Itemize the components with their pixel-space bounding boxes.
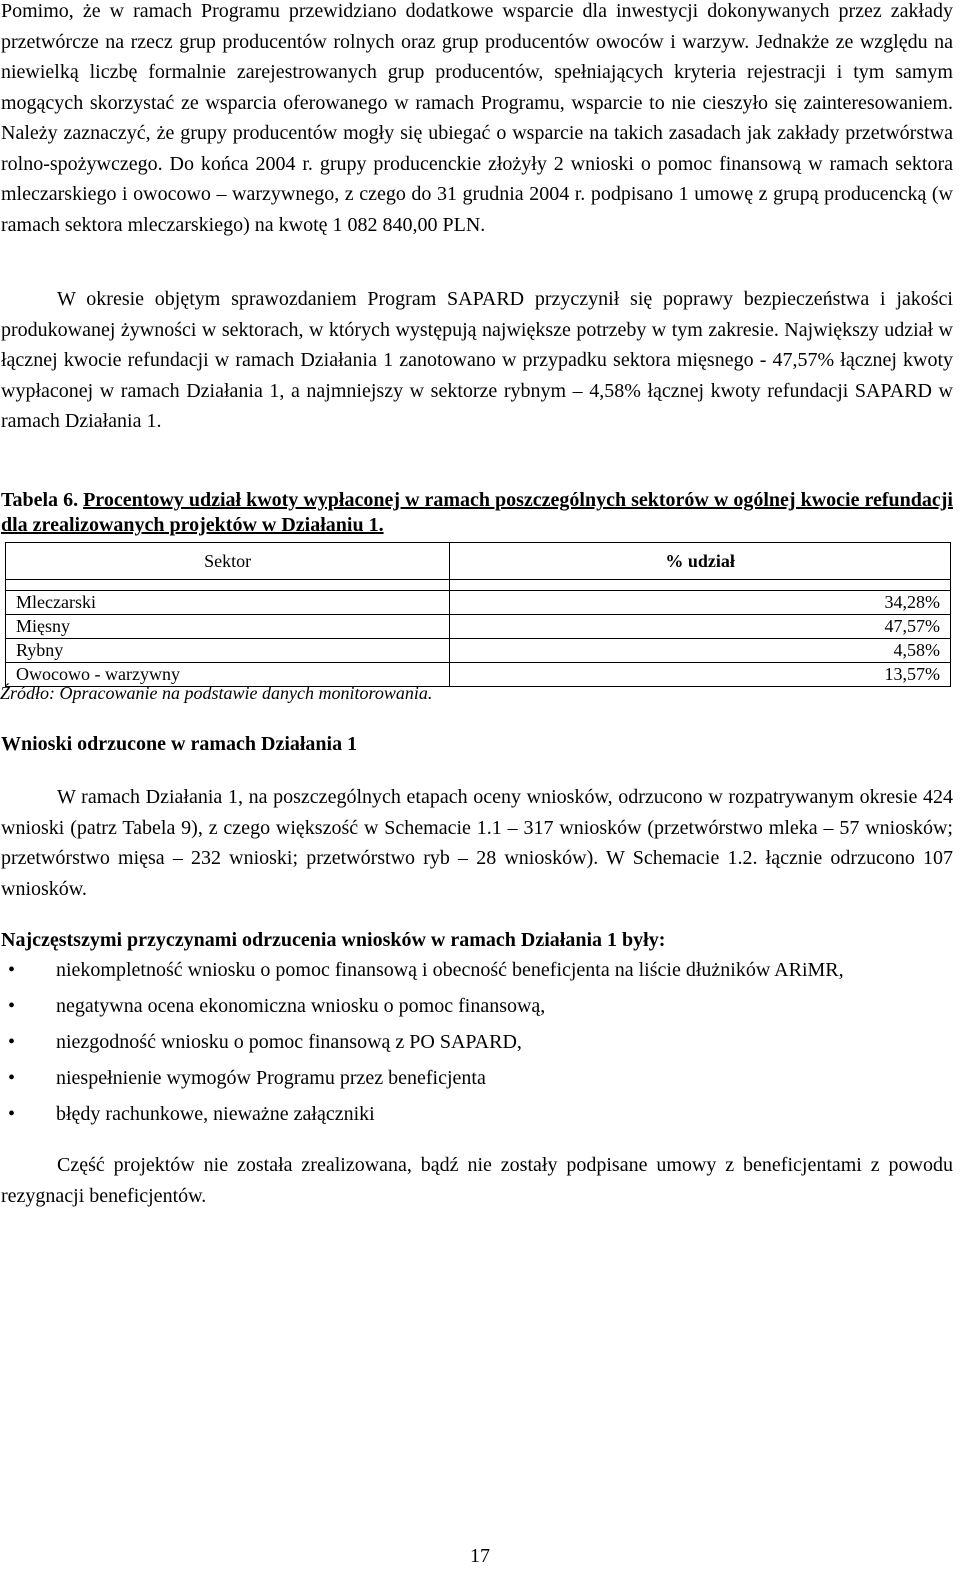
cell-share: 13,57% (450, 663, 951, 687)
list-item: • niekompletność wniosku o pomoc finansową i obecność beneficjenta na liście dłużników ARiMR, (0, 955, 952, 985)
table-row (6, 639, 951, 663)
list-item: • negatywna ocena ekonomiczna wniosku o pomoc finansową, (0, 991, 952, 1021)
source-note: Źródło: Opracowanie na podstawie danych monitorowania. (0, 683, 433, 703)
cell-share: 34,28% (450, 591, 951, 615)
table-header-row (6, 543, 951, 580)
page-number: 17 (470, 1545, 490, 1567)
table-row (6, 591, 951, 615)
section-heading-reasons: Najczęstszymi przyczynami odrzucenia wniosków w ramach Działania 1 były: (1, 929, 666, 951)
cell-sector: Rybny (6, 639, 450, 663)
cell-sector: Owocowo - warzywny (6, 663, 450, 687)
table-caption (1, 488, 953, 538)
header-share: % udział (450, 543, 951, 580)
table-caption-prefix: Tabela 6. (1, 489, 79, 511)
reasons-list (0, 955, 952, 1135)
list-item: • błędy rachunkowe, nieważne załączniki (0, 1099, 952, 1129)
cell-share: 47,57% (450, 615, 951, 639)
cell-share: 4,58% (450, 639, 951, 663)
paragraph-producer-groups: Pomimo, że w ramach Programu przewidziano dodatkowe wsparcie dla inwestycji dokonywanych przez zakłady przetwórcze na rzecz grup producentów rolnych oraz grup producentów owoców i warzyw. Jednakże ze względu na niewielką liczbę formalnie zarejestrowanych grup producentów, spełniających kryteria rejestracji i tym samym mogących skorzystać ze wsparcia oferowanego w ramach Programu, wsparcie to nie cieszyło się zainteresowaniem. Należy zaznaczyć, że grupy producentów mogły się ubiegać o wsparcie na takich zasadach jak zakłady przetwórstwa rolno-spożywczego. Do końca 2004 r. grupy producenckie złożyły 2 wnioski o pomoc finansową w ramach sektora mleczarskiego i owocowo – warzywnego, z czego do 31 grudnia 2004 r. podpisano 1 umowę z grupą producencką (w ramach sektora mleczarskiego) na kwotę 1 082 840,00 PLN. (1, 0, 953, 236)
cell-sector: Mleczarski (6, 591, 450, 615)
table-row (6, 615, 951, 639)
cell-sector: Mięsny (6, 615, 450, 639)
paragraph-unrealized-projects: Część projektów nie została zrealizowana, bądź nie zostały podpisane umowy z beneficjentami z powodu rezygnacji beneficjentów. (1, 1154, 953, 1207)
table-caption-text: Procentowy udział kwoty wypłaconej w ramach poszczególnych sektorów w ogólnej kwocie refundacji dla zrealizowanych projektów w Działaniu 1. (1, 489, 953, 536)
list-item: • niespełnienie wymogów Programu przez beneficjenta (0, 1063, 952, 1093)
paragraph-rejected-count: W ramach Działania 1, na poszczególnych etapach oceny wniosków, odrzucono w rozpatrywanym okresie 424 wnioski (patrz Tabela 9), z czego większość w Schemacie 1.1 – 317 wniosków (przetwórstwo mleka – 57 wniosków; przetwórstwo mięsa – 232 wnioski; przetwórstwo ryb – 28 wniosków). W Schemacie 1.2. łącznie odrzucono 107 wniosków. (1, 786, 953, 900)
header-sector: Sektor (6, 543, 450, 580)
table-spacer-row (6, 580, 951, 591)
list-item: • niezgodność wniosku o pomoc finansową z PO SAPARD, (0, 1027, 952, 1057)
paragraph-food-safety: W okresie objętym sprawozdaniem Program SAPARD przyczynił się poprawy bezpieczeństwa i jakości produkowanej żywności w sektorach, w których występują największe potrzeby w tym zakresie. Największy udział w łącznej kwocie refundacji w ramach Działania 1 zanotowano w przypadku sektora mięsnego - 47,57% łącznej kwoty wypłaconej w ramach Działania 1, a najmniejszy w sektorze rybnym – 4,58% łącznej kwoty refundacji SAPARD w ramach Działania 1. (1, 288, 953, 432)
section-heading-rejected: Wnioski odrzucone w ramach Działania 1 (1, 733, 358, 755)
sector-share-table (5, 542, 951, 687)
